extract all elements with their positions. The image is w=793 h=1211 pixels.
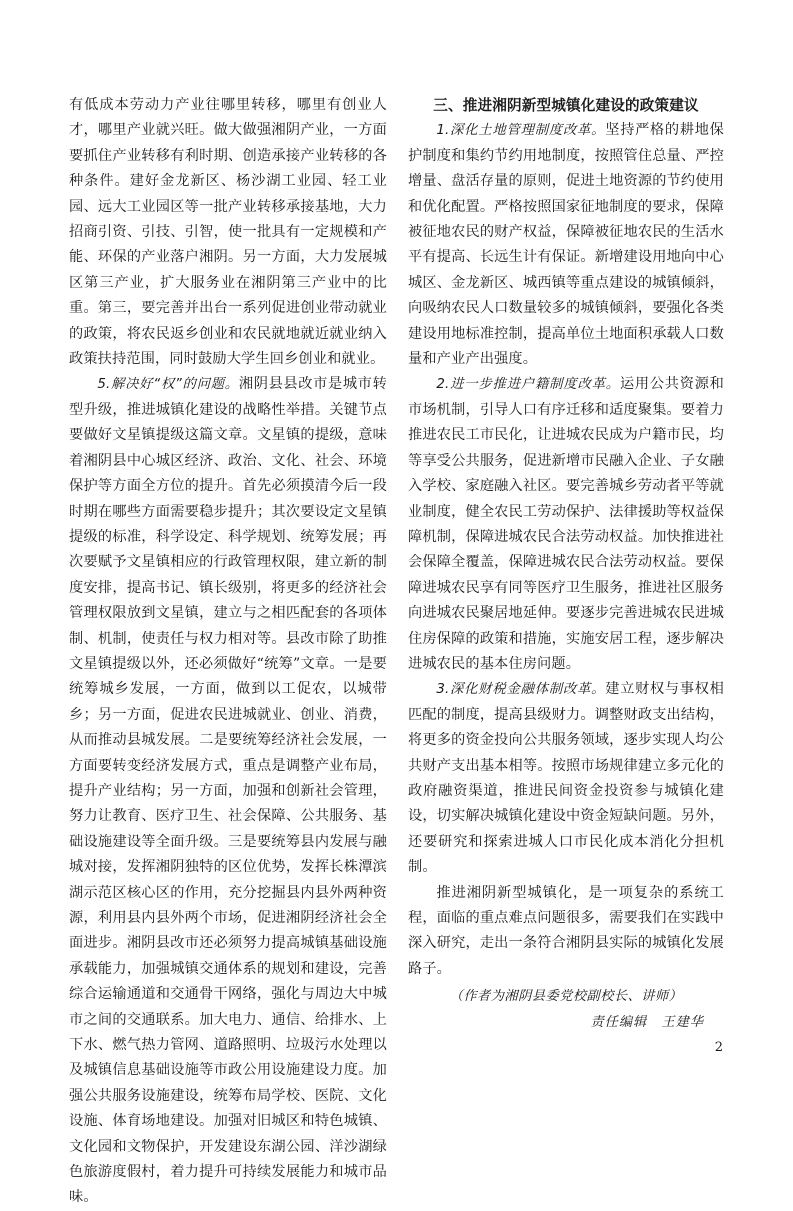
section-heading: 三、推进湘阴新型城镇化建设的政策建议 (433, 97, 699, 114)
left-column (69, 93, 387, 1211)
paragraph-land-reform (408, 118, 724, 372)
paragraph-finance-body: 建立财权与事权相匹配的制度，提高县级财力。调整财政支出结构，将更多的资金投向公共服务领域，逐步实现人均公共财产支出基本相等。按照市场规律建立多元化的政府融资渠道，推进民间资金投资参与城镇化建设，切实解决城镇化建设中资金短缺问题。另外，还要研究和探索进城人口市民化成本消化分担机制。 (408, 681, 724, 876)
paragraph-land-body: 坚持严格的耕地保护制度和集约节约用地制度，按照管住总量、严控增量、盘活存量的原则，促进土地资源的节约使用和优化配置。严格按照国家征地制度的要求，保障被征地农民的财产权益，保障被征地农民的生活水平有提高、长远生计有保证。新增建设用地向中心城区、金龙新区、城西镇等重点建设的城镇倾斜，向吸纳农民人口数量较多的城镇倾斜，要强化各类建设用地标准控制，提高单位土地面积承载人口数量和产业产出强度。 (408, 122, 724, 368)
right-column (408, 93, 724, 1035)
paragraph-power-body: 湘阴县县改市是城市转型升级，推进城镇化建设的战略性举措。关键节点要做好文星镇提级这篇文章。文星镇的提级，意味着湘阴县中心城区经济、政治、文化、社会、环境保护等方面全方位的提升。首先必须摸清今后一段时期在哪些方面需要稳步提升；其次要设定文星镇提级的标准，科学设定、科学规划、统筹发展；再次要赋予文星镇相应的行政管理权限，建立新的制度安排，提高书记、镇长级别，将更多的经济社会管理权限放到文星镇，建立与之相匹配套的各项体制、机制，使责任与权力相对等。县改市除了助推文星镇提级以外，还必须做好“统筹”文章。一是要统筹城乡发展，一方面，做到以工促农，以城带乡；另一方面，促进农民进城就业、创业、消费，从而推动县城发展。二是要统筹经济社会发展，一方面要转变经济发展方式，重点是调整产业布局，提升产业结构；另一方面，加强和创新社会管理，努力让教育、医疗卫生、社会保障、公共服务、基础设施建设等全面升级。三是要统筹县内发展与融城对接，发挥湘阴独特的区位优势，发挥长株潭滨湖示范区核心区的作用，充分挖掘县内县外两种资源，利用县内县外两个市场，促进湘阴经济社会全面进步。湘阴县改市还必须努力提高城镇基础设施承载能力，加强城镇交通体系的规划和建设，完善综合运输通道和交通骨干网络，强化与周边大中城市之间的交通联系。加大电力、通信、给排水、上下水、燃气热力管网、道路照明、垃圾污水处理以及城镇信息基础设施等市政公用设施建设力度。加强公共服务设施建设，统筹布局学校、医院、文化设施、体育场地建设。加强对旧城区和特色城镇、文化园和文物保护，开发建设东湖公园、洋沙湖绿色旅游度假村，着力提升可持续发展能力和城市品味。 (69, 376, 387, 1206)
page-number: 2 (714, 1040, 723, 1055)
paragraph-lead-finance: 3.深化财税金融体制改革。 (436, 682, 606, 698)
paragraph-household-body: 运用公共资源和市场机制，引导人口有序迁移和适度聚集。要着力推进农民工市民化，让进城农民成为户籍市民，均等享受公共服务，促进新增市民融入企业、子女融入学校、家庭融入社区。要完善城乡劳动者平等就业制度，健全农民工劳动保护、法律援助等权益保障机制，保障进城农民合法劳动权益。加快推进社会保障全覆盖，保障进城农民合法劳动权益。要保障进城农民享有同等医疗卫生服务，推进社区服务向进城农民聚居地延伸。要逐步完善进城农民进城住房保障的政策和措施，实施安居工程，逐步解决进城农民的基本住房问题。 (408, 376, 724, 672)
paragraph-closing: 推进湘阴新型城镇化，是一项复杂的系统工程，面临的重点难点问题很多，需要我们在实践中深入研究，走出一条符合湘阴县实际的城镇化发展路子。 (408, 884, 724, 977)
paragraph-household-reform (408, 372, 724, 677)
paragraph-lead-household: 2.进一步推进户籍制度改革。 (436, 377, 620, 393)
paragraph-lead-power: 5.解决好“权”的问题。 (97, 377, 239, 393)
paragraph-finance-reform (408, 677, 724, 880)
paragraph-power-issue (69, 372, 387, 1210)
paragraph-industry-transfer: 有低成本劳动力产业往哪里转移，哪里有创业人才，哪里产业就兴旺。做大做强湘阴产业，一方面要抓住产业转移有利时期、创造承接产业转移的各种条件。建好金龙新区、杨沙湖工业园、轻工业园、远大工业园区等一批产业转移承接基地，大力招商引资、引技、引智，使一批具有一定规模和产能、环保的产业落户湘阴。另一方面，大力发展城区第三产业，扩大服务业在湘阴第三产业中的比重。第三，要完善并出台一系列促进创业带动就业的政策，将农民返乡创业和农民就地就近就业纳入政策扶持范围，同时鼓励大学生回乡创业和就业。 (69, 97, 387, 368)
editor-credit: 责任编辑 王建华 (590, 1014, 704, 1030)
paragraph-lead-land: 1.深化土地管理制度改革。 (436, 123, 606, 139)
author-note: （作者为湘阴县委党校副校长、讲师） (449, 989, 683, 1005)
